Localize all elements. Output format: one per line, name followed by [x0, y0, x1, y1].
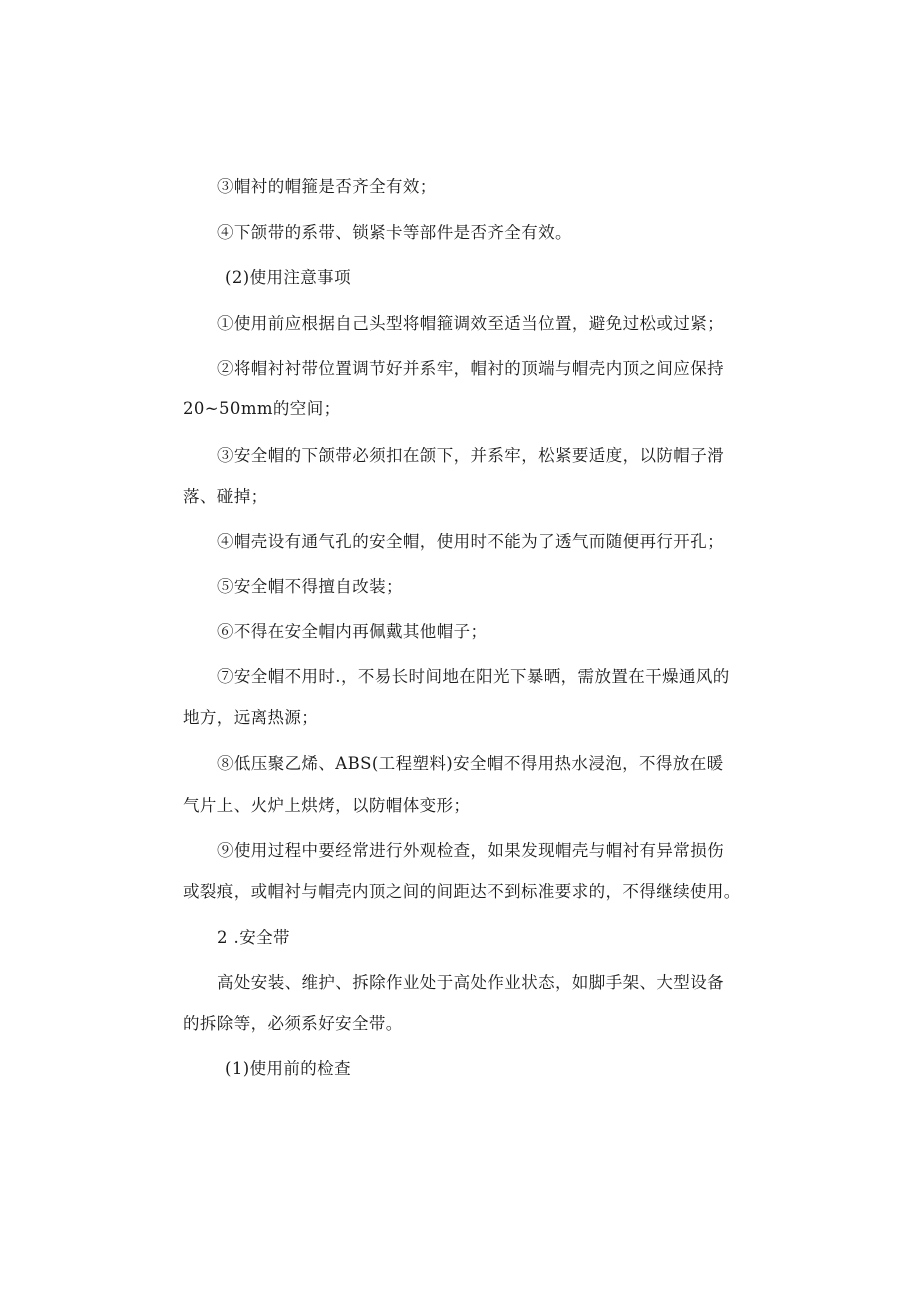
- text-line: 高处安装、维护、拆除作业处于高处作业状态，如脚手架、大型设备: [217, 973, 724, 992]
- section-heading: (1)使用前的检查: [225, 1059, 351, 1078]
- text-line: ④下颌带的系带、锁紧卡等部件是否齐全有效。: [217, 223, 572, 242]
- text-line: ④帽壳设有通气孔的安全帽，使用时不能为了透气而随便再行开孔；: [217, 532, 724, 551]
- section-heading: (2)使用注意事项: [225, 268, 351, 287]
- text-line: 或裂痕，或帽衬与帽壳内顶之间的间距达不到标准要求的，不得继续使用。: [183, 882, 741, 901]
- text-line: ⑤安全帽不得擅自改装；: [217, 577, 403, 596]
- text-line: ⑥不得在安全帽内再佩戴其他帽子；: [217, 622, 488, 641]
- text-line: ⑦安全帽不用时.，不易长时间地在阳光下暴晒，需放置在干燥通风的: [217, 667, 730, 686]
- text-line: 地方，远离热源；: [183, 708, 319, 727]
- text-line: 落、碰掉；: [183, 487, 268, 506]
- text-line: ②将帽衬衬带位置调节好并系牢，帽衬的顶端与帽壳内顶之间应保持: [217, 359, 724, 378]
- text-line: ③帽衬的帽箍是否齐全有效；: [217, 177, 437, 196]
- text-line: ①使用前应根据自己头型将帽箍调效至适当位置，避免过松或过紧；: [217, 314, 724, 333]
- section-heading: 2 .安全带: [217, 928, 290, 947]
- text-line: 20~50mm的空间；: [183, 399, 341, 418]
- text-line: ⑨使用过程中要经常进行外观检查，如果发现帽壳与帽衬有异常损伤: [217, 841, 724, 860]
- text-line: ⑧低压聚乙烯、ABS(工程塑料)安全帽不得用热水浸泡，不得放在暖: [217, 754, 724, 773]
- text-line: 气片上、火炉上烘烤，以防帽体变形；: [183, 796, 471, 815]
- text-line: 的拆除等，必须系好安全带。: [183, 1014, 403, 1033]
- text-line: ③安全帽的下颌带必须扣在颌下，并系牢，松紧要适度，以防帽子滑: [217, 446, 724, 465]
